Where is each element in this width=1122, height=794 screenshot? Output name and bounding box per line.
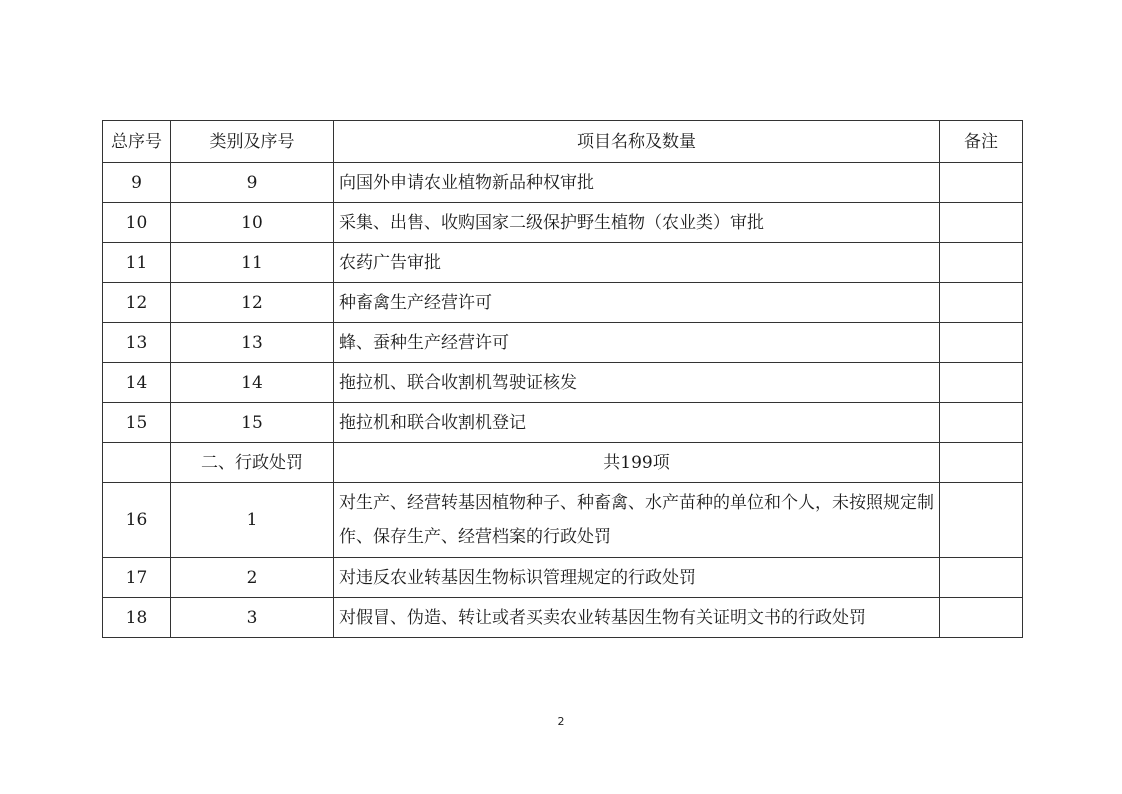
table-row: [103, 283, 1023, 323]
table-row: [103, 403, 1023, 443]
total-no-cell: 15: [103, 403, 171, 443]
category-no-cell: 15: [171, 403, 334, 443]
remarks-cell: [940, 558, 1023, 598]
table-row: [103, 163, 1023, 203]
table-row: [103, 323, 1023, 363]
section-count-cell: 共199项: [334, 443, 940, 483]
header-remarks: 备注: [940, 121, 1023, 163]
header-item-name: 项目名称及数量: [334, 121, 940, 163]
remarks-cell: [940, 403, 1023, 443]
total-no-cell: 14: [103, 363, 171, 403]
total-no-cell: 17: [103, 558, 171, 598]
item-name-cell: 拖拉机、联合收割机驾驶证核发: [334, 363, 940, 403]
table-header-row: [103, 121, 1023, 163]
section-row: [103, 443, 1023, 483]
total-no-cell: 18: [103, 598, 171, 638]
category-no-cell: 10: [171, 203, 334, 243]
category-no-cell: 3: [171, 598, 334, 638]
remarks-cell: [940, 443, 1023, 483]
item-name-cell: 对生产、经营转基因植物种子、种畜禽、水产苗种的单位和个人，未按照规定制作、保存生产、经营档案的行政处罚: [334, 483, 940, 558]
remarks-cell: [940, 283, 1023, 323]
item-name-cell: 对违反农业转基因生物标识管理规定的行政处罚: [334, 558, 940, 598]
item-list-table: [102, 120, 1023, 638]
item-name-cell: 对假冒、伪造、转让或者买卖农业转基因生物有关证明文书的行政处罚: [334, 598, 940, 638]
table-row: [103, 558, 1023, 598]
total-no-cell: 9: [103, 163, 171, 203]
item-name-cell: 向国外申请农业植物新品种权审批: [334, 163, 940, 203]
total-no-cell: 13: [103, 323, 171, 363]
total-no-cell: 12: [103, 283, 171, 323]
remarks-cell: [940, 363, 1023, 403]
total-no-cell: 11: [103, 243, 171, 283]
remarks-cell: [940, 243, 1023, 283]
total-no-cell: 10: [103, 203, 171, 243]
category-no-cell: 12: [171, 283, 334, 323]
remarks-cell: [940, 598, 1023, 638]
header-total-no: 总序号: [103, 121, 171, 163]
category-no-cell: 13: [171, 323, 334, 363]
remarks-cell: [940, 483, 1023, 558]
remarks-cell: [940, 163, 1023, 203]
section-category-cell: 二、行政处罚: [171, 443, 334, 483]
remarks-cell: [940, 323, 1023, 363]
category-no-cell: 9: [171, 163, 334, 203]
item-name-cell: 蜂、蚕种生产经营许可: [334, 323, 940, 363]
table-row: [103, 483, 1023, 558]
page-number: 2: [557, 715, 565, 728]
table-row: [103, 598, 1023, 638]
remarks-cell: [940, 203, 1023, 243]
table-row: [103, 363, 1023, 403]
item-name-cell: 农药广告审批: [334, 243, 940, 283]
category-no-cell: 14: [171, 363, 334, 403]
header-category-no: 类别及序号: [171, 121, 334, 163]
category-no-cell: 1: [171, 483, 334, 558]
table-row: [103, 203, 1023, 243]
total-no-cell: 16: [103, 483, 171, 558]
item-name-cell: 采集、出售、收购国家二级保护野生植物（农业类）审批: [334, 203, 940, 243]
table-row: [103, 243, 1023, 283]
total-no-cell: [103, 443, 171, 483]
category-no-cell: 11: [171, 243, 334, 283]
item-name-cell: 种畜禽生产经营许可: [334, 283, 940, 323]
item-name-cell: 拖拉机和联合收割机登记: [334, 403, 940, 443]
category-no-cell: 2: [171, 558, 334, 598]
